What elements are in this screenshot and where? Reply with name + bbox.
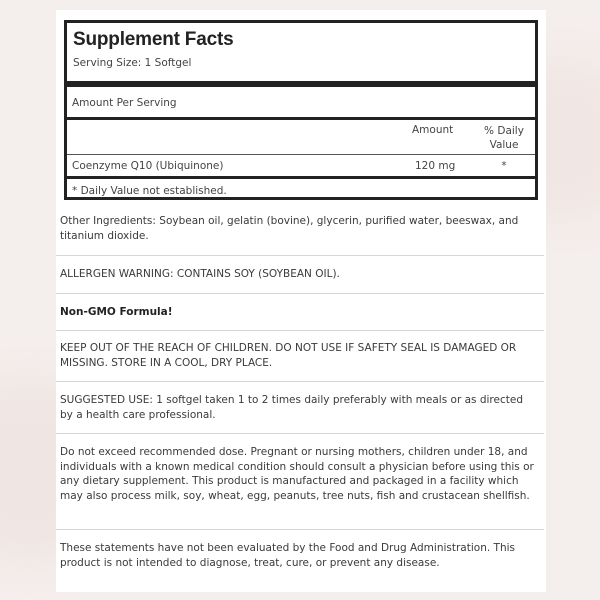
column-header-amount: Amount [412,124,454,136]
supplement-facts-panel [64,20,538,200]
fda-disclaimer: These statements have not been evaluated by the Food and Drug Administration. This product is not intended to diagnose, treat, cure, or prevent any disease. [60,542,515,569]
serving-size: Serving Size: 1 Softgel [73,57,192,69]
column-header-daily-value: % Daily Value [484,125,524,151]
section-divider [56,255,544,256]
facts-divider-bottom [67,176,535,179]
section-divider [56,330,544,331]
section-divider [56,293,544,294]
label-sheet [56,10,546,592]
caution-statement: Do not exceed recommended dose. Pregnant or nursing mothers, children under 18, and individuals with a known medical condition should consult a physician before using this or any dietary supplement. This product is manufactured and packaged in a facility which may also process milk, soy, wheat, egg, peanuts, tree nuts, fish and crustacean shellfish. [60,446,534,502]
non-gmo-statement: Non-GMO Formula! [60,306,173,318]
section-divider [56,433,544,434]
nutrient-name: Coenzyme Q10 (Ubiquinone) [72,160,224,172]
daily-value-footnote: * Daily Value not established. [72,185,227,197]
facts-divider-thick [67,81,535,87]
section-divider [56,381,544,382]
other-ingredients: Other Ingredients: Soybean oil, gelatin (bovine), glycerin, purified water, beeswax, and titanium dioxide. [60,215,519,242]
facts-divider-thin [67,154,535,155]
facts-divider-medium [67,117,535,120]
allergen-warning: ALLERGEN WARNING: CONTAINS SOY (SOYBEAN OIL). [60,268,340,280]
section-divider [56,529,544,530]
keep-out-warning: KEEP OUT OF THE REACH OF CHILDREN. DO NOT USE IF SAFETY SEAL IS DAMAGED OR MISSING. STORE IN A COOL, DRY PLACE. [60,342,517,369]
amount-per-serving: Amount Per Serving [72,97,177,109]
nutrient-daily-value: * [501,160,507,172]
nutrient-amount: 120 mg [415,160,456,172]
facts-title: Supplement Facts [73,29,234,50]
suggested-use: SUGGESTED USE: 1 softgel taken 1 to 2 times daily preferably with meals or as directed by a health care professional. [60,394,523,421]
